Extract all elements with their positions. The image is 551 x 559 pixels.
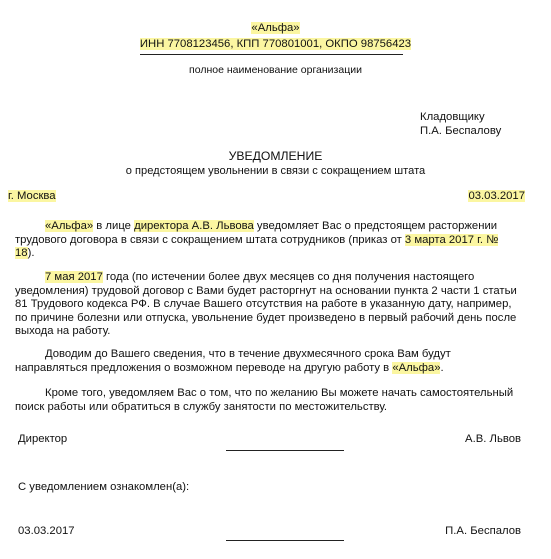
- organization-name-line: [0, 22, 551, 36]
- paragraph-1-text-a: в лице: [93, 220, 135, 232]
- director-name: А.В. Львов: [465, 433, 521, 445]
- city: [8, 190, 56, 204]
- paragraph-1: [15, 220, 520, 261]
- recipient-name: П.А. Беспалову: [420, 124, 502, 137]
- paragraph-3-end: .: [440, 361, 444, 374]
- acknowledgement-date: 03.03.2017: [18, 525, 75, 537]
- document-title: УВЕДОМЛЕНИЕ: [228, 149, 323, 163]
- director-signature-line: [226, 450, 344, 451]
- recipient-position: Кладовщику: [420, 111, 485, 123]
- company-name-2: «Альфа»: [392, 361, 441, 374]
- organization-codes-line: [0, 38, 551, 52]
- paragraph-3-text: Доводим до Вашего сведения, что в течение двухмесячного срока Вам будут направляться предложения о возможном переводе на другую работу в: [15, 348, 451, 374]
- dismissal-date: 7 мая 2017: [45, 271, 103, 283]
- company-name: «Альфа»: [45, 220, 94, 232]
- paragraph-4-text: Кроме того, уведомляем Вас о том, что по желанию Вы можете начать самостоятельный поиск работы или обратиться в службу занятости по местожительству.: [15, 387, 514, 413]
- organization-codes: ИНН 7708123456, КПП 770801001, ОКПО 98756423: [139, 38, 412, 50]
- paragraph-1-text-d: ).: [27, 247, 35, 260]
- employee-signature-line: [226, 540, 344, 541]
- organization-caption: полное наименование организации: [189, 64, 362, 76]
- document-date-text: 03.03.2017: [468, 190, 525, 202]
- order-number: 18: [15, 247, 28, 260]
- paragraph-1-text-b: уведомляет Вас о предстоящем расторжении трудового договора в связи с сокращением штата сотрудников (приказ от: [15, 220, 498, 246]
- director-label: Директор: [18, 433, 68, 445]
- paragraph-2: [15, 271, 520, 339]
- paragraph-4: [15, 387, 520, 414]
- acknowledgement-label: С уведомлением ознакомлен(а):: [18, 481, 190, 493]
- document-date: [468, 190, 525, 204]
- organization-name: «Альфа»: [251, 22, 300, 34]
- paragraph-1-text-c: г. №: [474, 233, 499, 246]
- employee-name: П.А. Беспалов: [445, 525, 521, 537]
- paragraph-3: [15, 348, 520, 375]
- city-text: г. Москва: [8, 190, 56, 202]
- director-reference: директора А.В. Львова: [134, 220, 254, 232]
- order-date: 3 марта 2017: [404, 233, 475, 246]
- paragraph-2-text: года (по истечении более двух месяцев со дня получения настоящего уведомления) трудовой договор с Вами будет расторгнут на основании пункта 2 части 1 статьи 81 Трудового кодекса РФ. В случае Вашего отсутствия на работе в указанную дату, например, по причине болезни или отпуска, увольнение будет произведено в первый рабочий день после выхода на работу.: [15, 271, 517, 338]
- recipient-block: [420, 111, 530, 138]
- document-subtitle: о предстоящем увольнении в связи с сокращением штата: [125, 165, 426, 177]
- organization-underline: [140, 54, 403, 55]
